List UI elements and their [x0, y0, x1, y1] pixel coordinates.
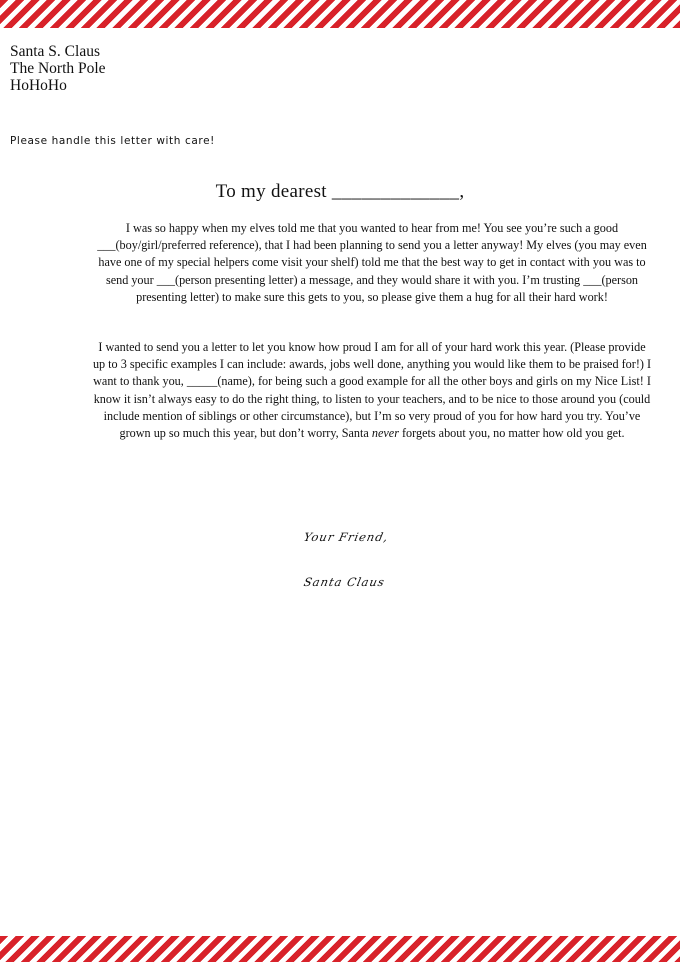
sender-location: The North Pole: [10, 60, 106, 77]
sender-greeting: HoHoHo: [10, 77, 67, 94]
closing-line: Your Friend,: [302, 530, 390, 544]
care-note: Please handle this letter with care!: [10, 135, 215, 147]
signature: Santa Claus: [302, 575, 387, 589]
paragraph-2-ending: forgets about you, no matter how old you get.: [398, 426, 625, 441]
paragraph-2-text: I wanted to send you a letter to let you know how proud I am for all of your hard work this year. (Please provide up to 3 specific examples I can include: awards, jobs well done, anything you would like them to be praised for!) I want to thank you, _____(name), for being such a good example for all the other boys and girls on my Nice List! I know it isn’t always easy to do the right thing, to listen to your teachers, and to be nice to those around you (could include mention of siblings or other circumstance), but I’m so very proud of you for how hard you try. You’ve grown up so much this year, but don’t worry, Santa: [92, 340, 652, 441]
letter-paragraph-1: I was so happy when my elves told me that you wanted to hear from me! You see you’re such a good ___(boy/girl/preferred reference), that I had been planning to send you a letter anyway! My elves (you may even have one of my special helpers come visit your shelf) told me that the best way to get in contact with you was to send your ___(person presenting letter) a message, and they would share it with you. I’m trusting ___(person presenting letter) to make sure this gets to you, so please give them a hug for all their hard work!: [97, 221, 647, 304]
paragraph-2-emphasis: never: [371, 426, 399, 441]
top-candy-stripe-border: [0, 0, 680, 28]
bottom-candy-stripe-border: [0, 936, 680, 962]
sender-name: Santa S. Claus: [10, 43, 100, 60]
sender-address: [10, 43, 106, 94]
letter-paragraph-2: [92, 339, 652, 442]
salutation: To my dearest _____________,: [215, 181, 465, 202]
